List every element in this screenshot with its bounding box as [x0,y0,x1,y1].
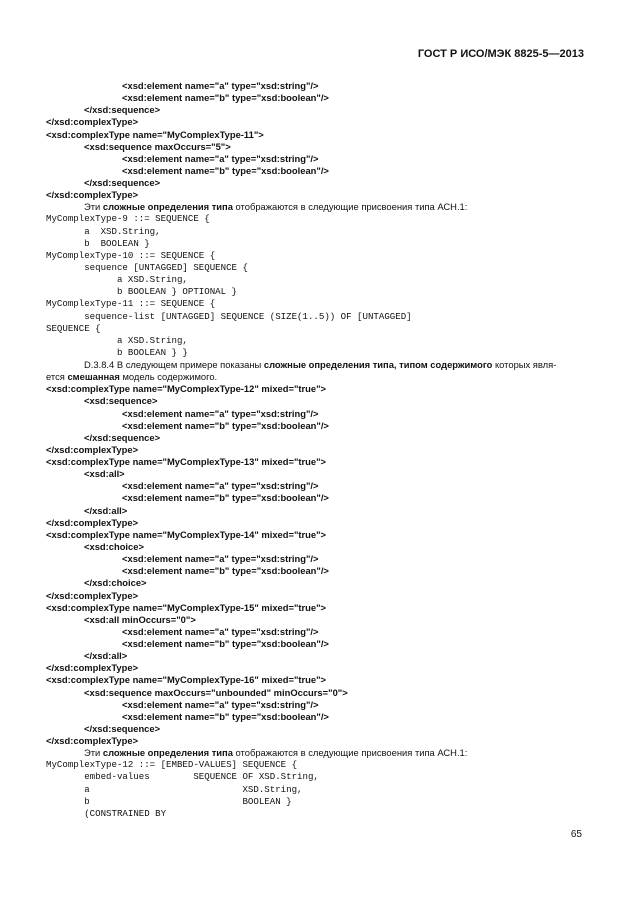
code-line: </xsd:sequence> [84,722,161,734]
code-line: </xsd:complexType> [46,189,139,201]
code-line: <xsd:sequence maxOccurs="unbounded" minOccurs="0"> [84,686,348,698]
code-line: <xsd:complexType name="MyComplexType-16" mixed="true"> [46,674,327,686]
term-bold: сложные определения типа [102,747,233,759]
code-line: <xsd:element name="b" type="xsd:boolean"/> [122,92,329,104]
code-line: MyComplexType-9 ::= SEQUENCE { [46,213,210,225]
term-bold: сложные определения типа, типом содержимого [263,359,493,370]
code-line: </xsd:sequence> [84,431,161,443]
code-line: <xsd:complexType name="MyComplexType-12" mixed="true"> [46,383,327,395]
code-line: <xsd:element name="b" type="xsd:boolean"/> [122,492,329,504]
text-span: D.3.8.4 В следующем примере показаны [84,359,264,370]
code-line: sequence [UNTAGGED] SEQUENCE { [46,262,248,273]
code-line: <xsd:complexType name="MyComplexType-11"> [46,128,264,140]
code-line: <xsd:sequence> [84,395,158,407]
code-line: </xsd:choice> [84,577,147,589]
code-line: b BOOLEAN } [46,237,150,249]
term-bold: сложные определения типа [102,201,233,213]
code-line: a XSD.String, [46,225,161,237]
code-line: <xsd:all> [84,468,125,480]
code-line: </xsd:sequence> [84,104,161,116]
code-line: <xsd:element name="b" type="xsd:boolean"/> [122,710,329,722]
text-span: модель содержимого. [119,371,218,383]
code-line: embed-values SEQUENCE OF XSD.String, [46,771,319,783]
prose-line [84,359,556,371]
text-span: отображаются в следующие присвоения типа АСН.1: [232,747,468,759]
code-line: <xsd:element name="b" type="xsd:boolean"/> [122,638,329,649]
code-line: sequence-list [UNTAGGED] SEQUENCE (SIZE(1..5)) OF [UNTAGGED] [46,310,412,322]
code-line: <xsd:element name="b" type="xsd:boolean"/> [122,419,329,431]
text-span: которых явля- [492,359,557,370]
code-line: a XSD.String, [46,274,188,286]
code-line: <xsd:element name="a" type="xsd:string"/> [122,625,319,637]
page-number: 65 [570,829,582,840]
code-line: <xsd:sequence maxOccurs="5"> [84,140,231,152]
code-line: b BOOLEAN } OPTIONAL } [46,286,237,298]
code-line: <xsd:element name="a" type="xsd:string"/> [122,80,319,91]
text-span: Эти [84,747,103,759]
code-line: a XSD.String, [46,783,303,795]
code-line: MyComplexType-12 ::= [EMBED-VALUES] SEQUENCE { [46,759,298,771]
page-header: ГОСТ Р ИСО/МЭК 8825-5—2013 [417,48,584,60]
code-line: <xsd:complexType name="MyComplexType-15" mixed="true"> [46,601,327,613]
code-line: <xsd:element name="b" type="xsd:boolean"/> [122,164,329,176]
code-line: <xsd:element name="a" type="xsd:string"/> [122,407,319,419]
term-bold: смешанная [67,371,120,383]
code-line: <xsd:element name="b" type="xsd:boolean"/> [122,565,329,577]
code-line: b BOOLEAN } } [46,346,188,358]
prose-line [84,747,467,759]
code-line: MyComplexType-10 ::= SEQUENCE { [46,249,216,261]
text-span: отображаются в следующие присвоения типа АСН.1: [232,201,468,213]
code-line: <xsd:choice> [84,540,144,552]
code-line: b BOOLEAN } [46,795,292,807]
code-line: </xsd:complexType> [46,116,139,128]
code-line: </xsd:complexType> [46,516,139,528]
code-line: <xsd:element name="a" type="xsd:string"/> [122,553,319,565]
prose-line [84,201,467,213]
code-line: MyComplexType-11 ::= SEQUENCE { [46,298,216,310]
text-span: Эти [84,201,103,213]
code-line: </xsd:complexType> [46,662,139,674]
code-line: <xsd:element name="a" type="xsd:string"/> [122,152,319,164]
code-line: </xsd:sequence> [84,177,161,188]
code-line: <xsd:element name="a" type="xsd:string"/> [122,698,319,710]
code-line: </xsd:complexType> [46,589,139,601]
code-line: a XSD.String, [46,334,188,346]
code-line: </xsd:complexType> [46,735,139,746]
code-line: </xsd:all> [84,650,128,662]
text-span: ется [46,371,68,383]
prose-line [46,371,217,383]
code-line: </xsd:complexType> [46,443,139,455]
code-line: (CONSTRAINED BY [46,807,167,819]
code-line: SEQUENCE { [46,322,101,334]
code-line: </xsd:all> [84,504,128,516]
code-line: <xsd:complexType name="MyComplexType-14" mixed="true"> [46,528,327,540]
code-line: <xsd:all minOccurs="0"> [84,613,196,625]
code-line: <xsd:element name="a" type="xsd:string"/> [122,480,319,492]
code-line: <xsd:complexType name="MyComplexType-13" mixed="true"> [46,456,327,467]
